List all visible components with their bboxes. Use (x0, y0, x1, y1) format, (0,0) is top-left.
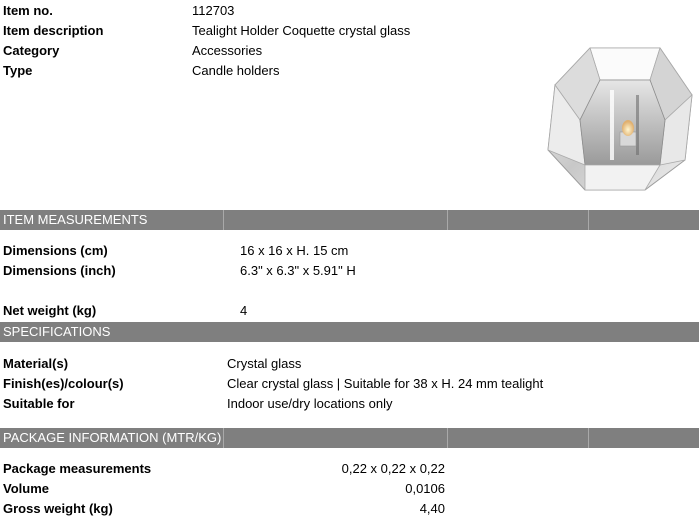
section-title: ITEM MEASUREMENTS (3, 212, 148, 227)
gross-weight-value: 4,40 (419, 501, 445, 516)
item-no-value: 112703 (192, 3, 235, 18)
column-divider (447, 428, 448, 448)
net-weight-label: Net weight (kg) (3, 303, 97, 318)
gross-weight-label: Gross weight (kg) (3, 501, 113, 516)
column-divider (588, 428, 589, 448)
finish-label: Finish(es)/colour(s) (3, 376, 124, 391)
crystal-tealight-holder-photo (540, 40, 699, 200)
section-header-item-measurements (0, 210, 699, 230)
type-label: Type (3, 63, 33, 78)
finish-value: Clear crystal glass | Suitable for 38 x H. 24 mm tealight (227, 376, 544, 391)
column-divider (447, 210, 448, 230)
volume-label: Volume (3, 481, 49, 496)
material-label: Material(s) (3, 356, 69, 371)
column-divider (588, 210, 589, 230)
column-divider (223, 428, 224, 448)
item-description-value: Tealight Holder Coquette crystal glass (192, 23, 411, 38)
material-value: Crystal glass (227, 356, 302, 371)
dimensions-cm-value: 16 x 16 x H. 15 cm (240, 243, 349, 258)
package-measurements-value: 0,22 x 0,22 x 0,22 (341, 461, 445, 476)
section-title: PACKAGE INFORMATION (MTR/KG) (3, 430, 222, 445)
column-divider (223, 210, 224, 230)
category-label: Category (3, 43, 60, 58)
suitable-for-label: Suitable for (3, 396, 75, 411)
volume-value: 0,0106 (405, 481, 445, 496)
package-measurements-label: Package measurements (3, 461, 152, 476)
dimensions-inch-label: Dimensions (inch) (3, 263, 116, 278)
net-weight-value: 4 (240, 303, 248, 318)
dimensions-inch-value: 6.3" x 6.3" x 5.91" H (240, 263, 356, 278)
item-no-label: Item no. (3, 3, 53, 18)
section-header-package-information (0, 428, 699, 448)
section-title: SPECIFICATIONS (3, 324, 111, 339)
suitable-for-value: Indoor use/dry locations only (227, 396, 393, 411)
item-description-label: Item description (3, 23, 104, 38)
category-value: Accessories (192, 43, 263, 58)
section-header-specifications (0, 322, 699, 342)
dimensions-cm-label: Dimensions (cm) (3, 243, 108, 258)
type-value: Candle holders (192, 63, 280, 78)
